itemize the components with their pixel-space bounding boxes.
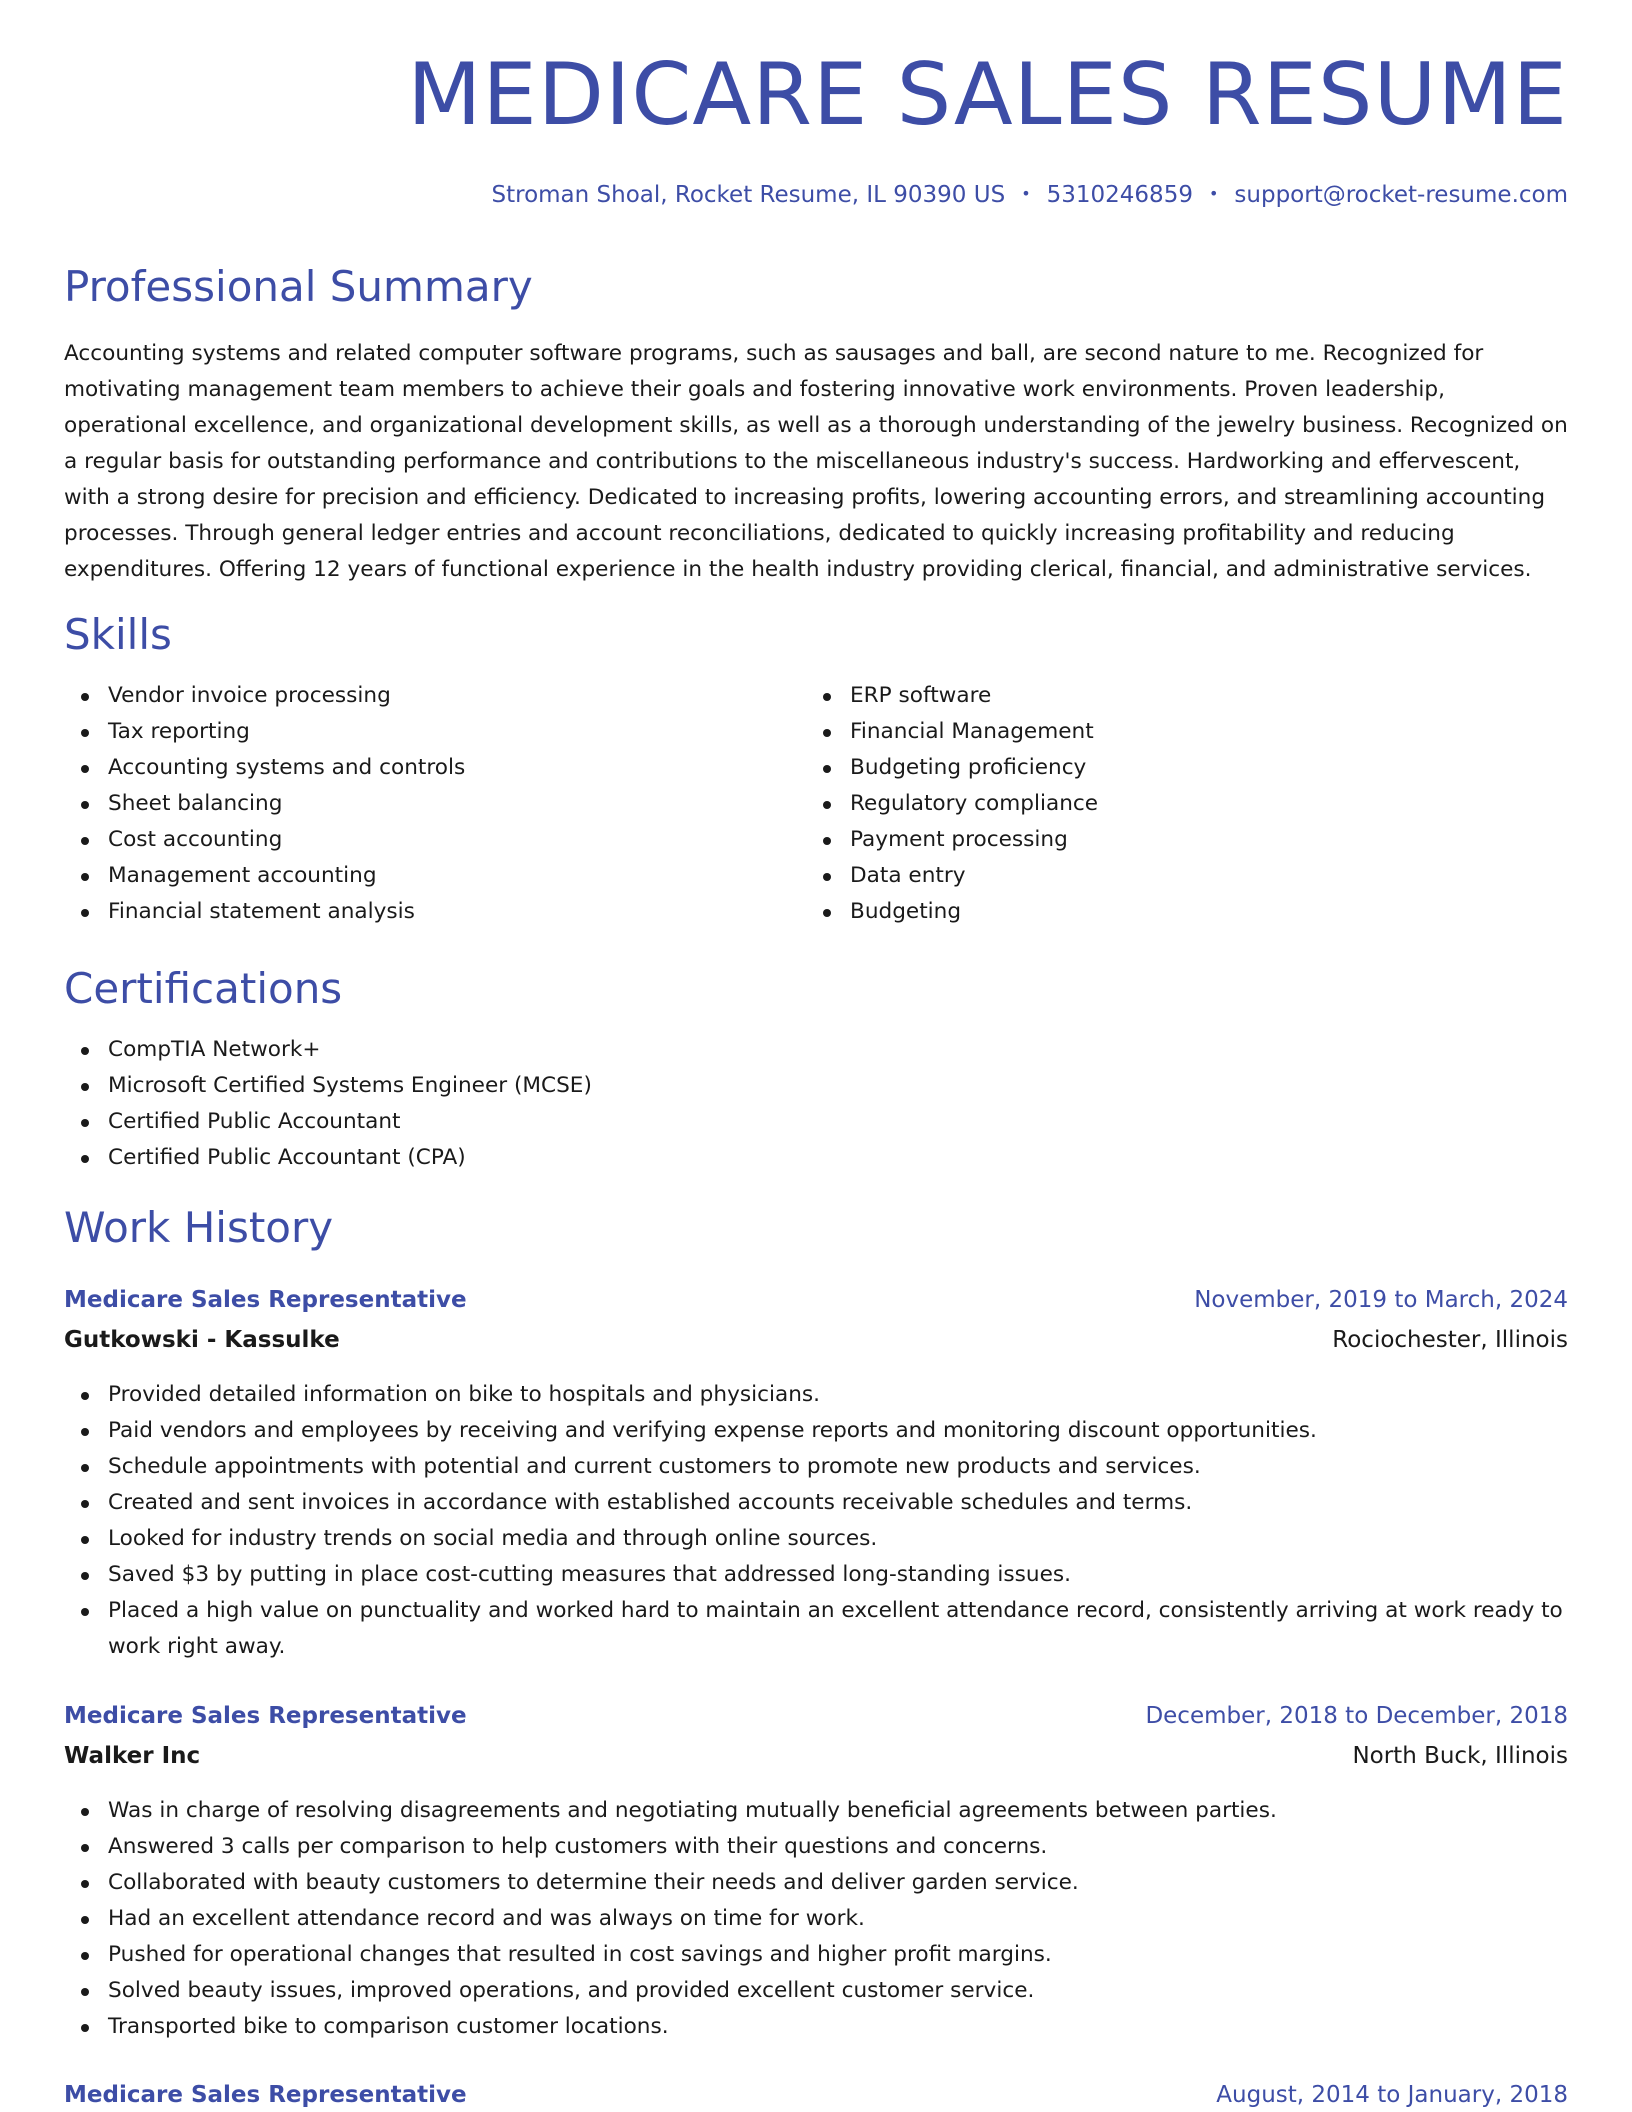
certifications-list — [64, 1032, 1568, 1176]
skills-list-right — [806, 678, 1546, 930]
job-title: Medicare Sales Representative — [64, 2082, 467, 2108]
job-duties-list — [64, 1793, 1568, 2045]
certification-item: Certified Public Accountant (CPA) — [64, 1140, 1568, 1176]
work-history-heading: Work History — [64, 1203, 334, 1252]
contact-phone: 5310246859 — [1046, 182, 1193, 208]
contact-line — [492, 182, 1569, 208]
resume-title: MEDICARE SALES RESUME — [407, 45, 1568, 145]
job-dates: December, 2018 to December, 2018 — [1145, 1703, 1568, 1729]
skill-item: Tax reporting — [64, 714, 784, 750]
job-company: Walker Inc — [64, 1743, 201, 1769]
job-duty-item: Placed a high value on punctuality and worked hard to maintain an excellent attendance record, consistently arriving at work ready to work right away. — [64, 1593, 1568, 1665]
skill-item: Management accounting — [64, 858, 784, 894]
job-dates: November, 2019 to March, 2024 — [1194, 1287, 1568, 1313]
skill-item: ERP software — [806, 678, 1546, 714]
job-company: Gutkowski - Kassulke — [64, 1327, 340, 1353]
skill-item: Regulatory compliance — [806, 786, 1546, 822]
certification-item: Certified Public Accountant — [64, 1104, 1568, 1140]
skill-item: Budgeting proficiency — [806, 750, 1546, 786]
job-duty-item: Paid vendors and employees by receiving and verifying expense reports and monitoring discount opportunities. — [64, 1413, 1568, 1449]
certification-item: Microsoft Certified Systems Engineer (MCSE) — [64, 1068, 1568, 1104]
contact-email[interactable]: support@rocket-resume.com — [1234, 182, 1568, 208]
job-duty-item: Transported bike to comparison customer locations. — [64, 2009, 1568, 2045]
contact-address: Stroman Shoal, Rocket Resume, IL 90390 US — [491, 182, 1006, 208]
job-duty-item: Saved $3 by putting in place cost-cutting measures that addressed long-standing issues. — [64, 1557, 1568, 1593]
job-title: Medicare Sales Representative — [64, 1703, 467, 1729]
skill-item: Payment processing — [806, 822, 1546, 858]
certifications-heading: Certifications — [64, 964, 343, 1013]
job-duty-item: Collaborated with beauty customers to determine their needs and deliver garden service. — [64, 1865, 1568, 1901]
summary-heading: Professional Summary — [64, 262, 533, 311]
job-duty-item: Solved beauty issues, improved operations, and provided excellent customer service. — [64, 1973, 1568, 2009]
certification-item: CompTIA Network+ — [64, 1032, 1568, 1068]
job-duty-item: Schedule appointments with potential and current customers to promote new products and services. — [64, 1449, 1568, 1485]
job-duty-item: Had an excellent attendance record and was always on time for work. — [64, 1901, 1568, 1937]
skills-heading: Skills — [64, 610, 172, 659]
skill-item: Budgeting — [806, 894, 1546, 930]
skill-item: Cost accounting — [64, 822, 784, 858]
skill-item: Financial Management — [806, 714, 1546, 750]
skill-item: Financial statement analysis — [64, 894, 784, 930]
job-duty-item: Pushed for operational changes that resulted in cost savings and higher profit margins. — [64, 1937, 1568, 1973]
job-dates: August, 2014 to January, 2018 — [1216, 2082, 1568, 2108]
job-duty-item: Was in charge of resolving disagreements and negotiating mutually beneficial agreements between parties. — [64, 1793, 1568, 1829]
skill-item: Data entry — [806, 858, 1546, 894]
skill-item: Vendor invoice processing — [64, 678, 784, 714]
job-location: Rociochester, Illinois — [1332, 1327, 1568, 1353]
summary-text: Accounting systems and related computer software programs, such as sausages and ball, are second nature to me. Recognized for motivating management team members to achieve their goals and fostering innovative work environments. Proven leadership, operational excellence, and organizational development skills, as well as a thorough understanding of the jewelry business. Recognized on a regular basis for outstanding performance and contributions to the miscellaneous industry's success. Hardworking and effervescent, with a strong desire for precision and efficiency. Dedicated to increasing profits, lowering accounting errors, and streamlining accounting processes. Through general ledger entries and account reconciliations, dedicated to quickly increasing profitability and reducing expenditures. Offering 12 years of functional experience in the health industry providing clerical, financial, and administrative services. — [64, 341, 1568, 582]
skills-list-left — [64, 678, 784, 930]
job-duties-list — [64, 1377, 1568, 1665]
job-title: Medicare Sales Representative — [64, 1287, 467, 1313]
job-duty-item: Answered 3 calls per comparison to help customers with their questions and concerns. — [64, 1829, 1568, 1865]
skill-item: Sheet balancing — [64, 786, 784, 822]
job-location: North Buck, Illinois — [1352, 1743, 1568, 1769]
contact-separator: • — [1021, 184, 1031, 203]
job-duty-item: Looked for industry trends on social media and through online sources. — [64, 1521, 1568, 1557]
contact-separator: • — [1208, 184, 1219, 203]
job-duty-item: Provided detailed information on bike to hospitals and physicians. — [64, 1377, 1568, 1413]
skill-item: Accounting systems and controls — [64, 750, 784, 786]
job-duty-item: Created and sent invoices in accordance with established accounts receivable schedules and terms. — [64, 1485, 1568, 1521]
